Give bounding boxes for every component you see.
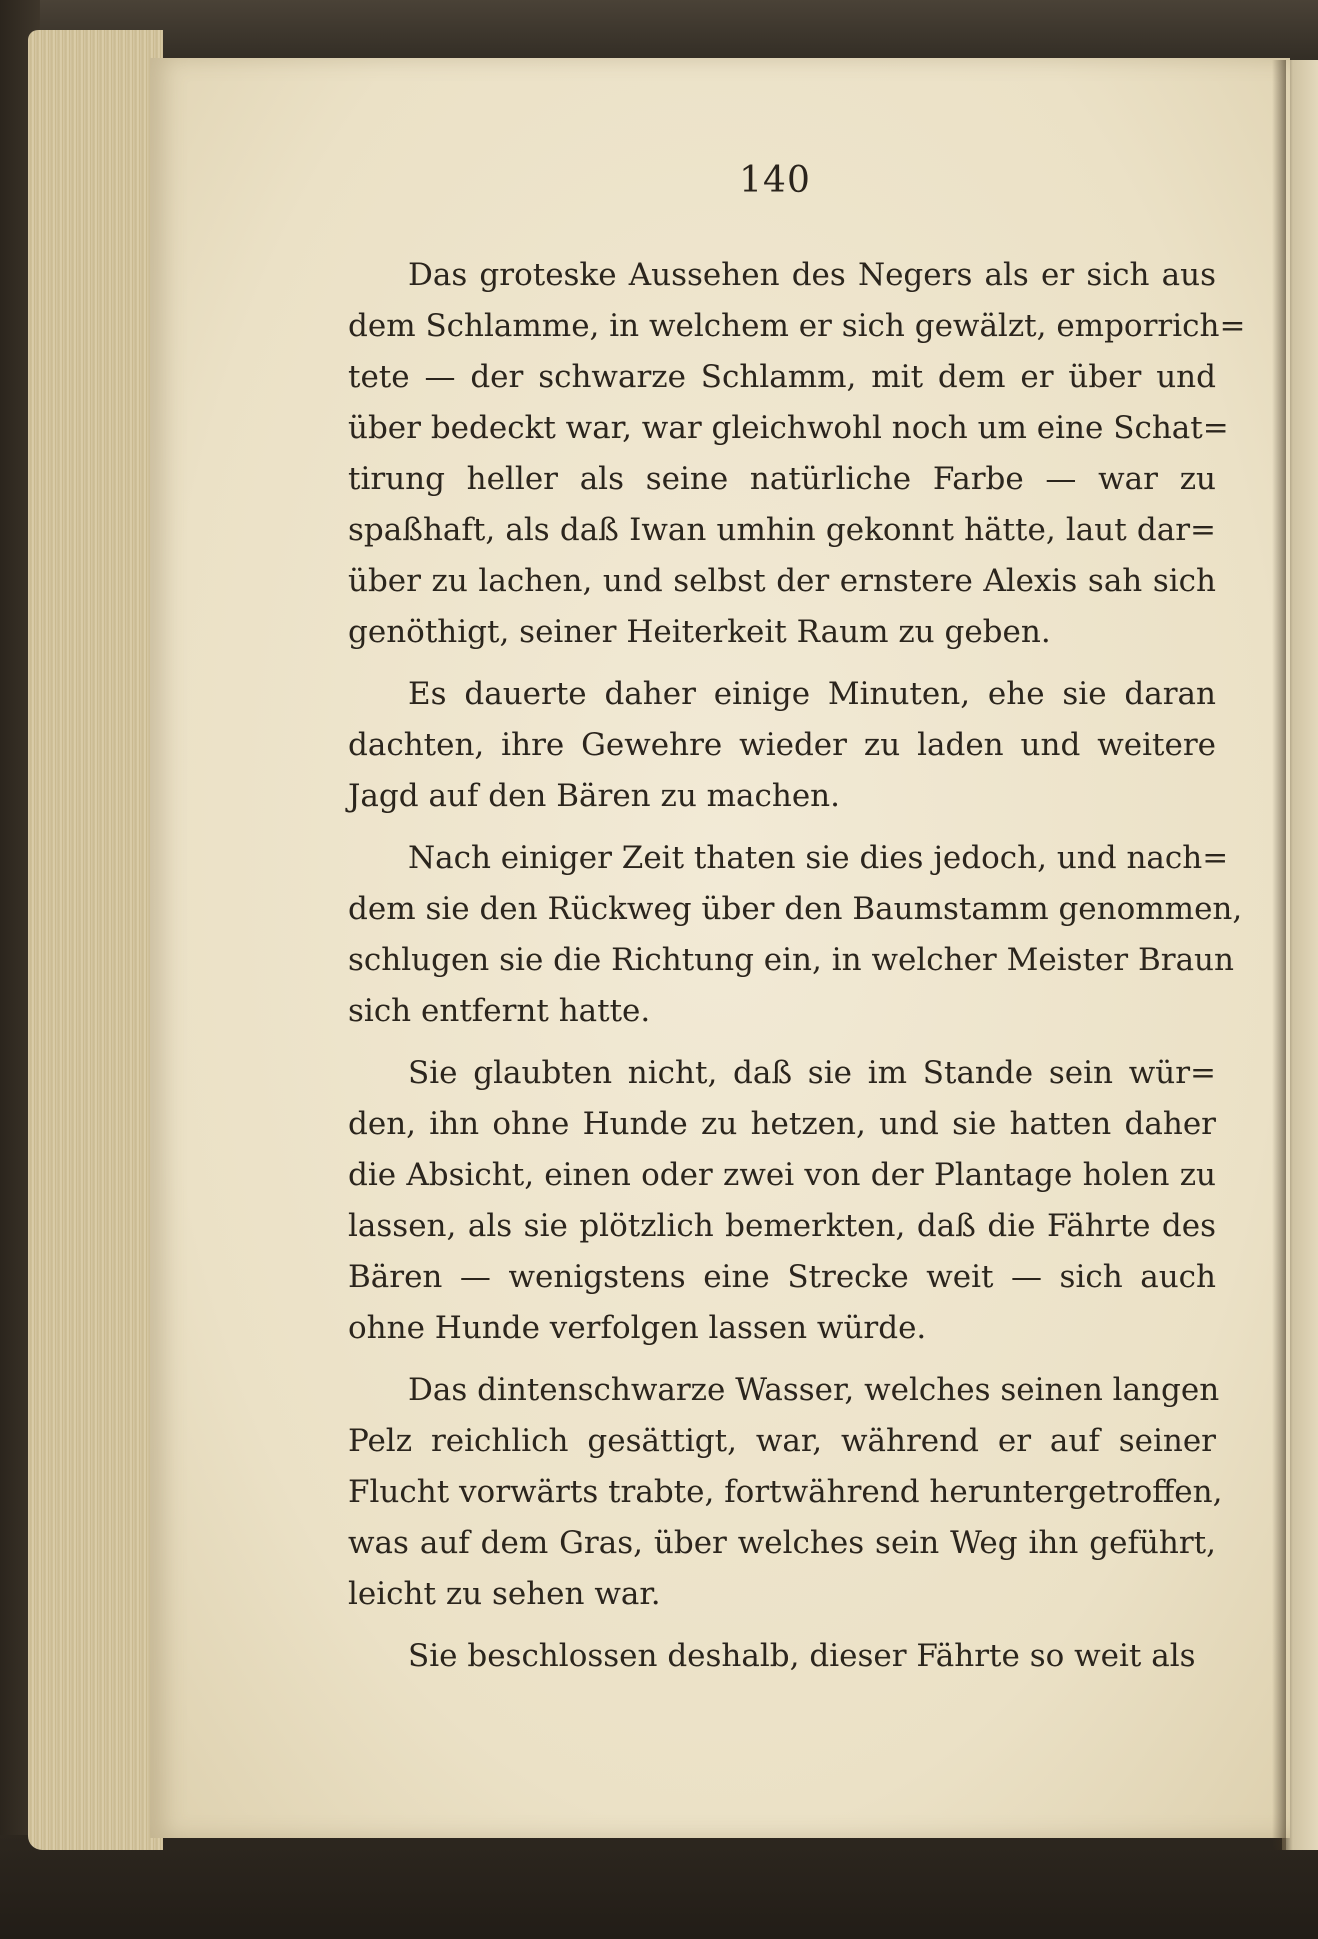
text-line: Es dauerte daher einige Minuten, ehe sie daran <box>408 676 1216 712</box>
text-line: Sie beschlossen deshalb, dieser Fährte so weit als <box>408 1638 1196 1674</box>
text-line: Das groteske Aussehen des Negers als er sich aus <box>408 257 1216 293</box>
text-line: Sie glaubten nicht, daß sie im Stande sein wür= <box>408 1055 1216 1091</box>
text-line: tete — der schwarze Schlamm, mit dem er über und <box>348 359 1216 395</box>
page-number: 140 <box>739 160 811 201</box>
text-line: ohne Hunde verfolgen lassen würde. <box>348 1310 927 1346</box>
text-line: lassen, als sie plötzlich bemerkten, daß die Fährte des <box>348 1208 1216 1244</box>
text-line: die Absicht, einen oder zwei von der Plantage holen zu <box>348 1157 1216 1193</box>
book-cover-bottom <box>0 1835 1318 1939</box>
text-line: sich entfernt hatte. <box>348 993 651 1029</box>
text-line: den, ihn ohne Hunde zu hetzen, und sie hatten daher <box>348 1106 1216 1142</box>
text-line: über zu lachen, und selbst der ernstere Alexis sah sich <box>348 563 1216 599</box>
text-line: tirung heller als seine natürliche Farbe — war zu <box>348 461 1216 497</box>
text-line: Das dintenschwarze Wasser, welches seinen langen <box>408 1372 1220 1408</box>
text-line: genöthigt, seiner Heiterkeit Raum zu geben. <box>348 614 1051 650</box>
text-line: über bedeckt war, war gleichwohl noch um eine Schat= <box>348 410 1229 446</box>
text-line: Jagd auf den Bären zu machen. <box>348 778 841 814</box>
paragraph <box>348 833 1243 1037</box>
text-line: Flucht vorwärts trabte, fortwährend heruntergetroffen, <box>348 1474 1223 1510</box>
page-gutter <box>1272 60 1286 1850</box>
page-edges <box>28 30 163 1850</box>
text-line: was auf dem Gras, über welches sein Weg ihn geführt, <box>348 1525 1216 1561</box>
paragraph <box>348 669 1216 822</box>
text-line: Pelz reichlich gesättigt, war, während er auf seiner <box>348 1423 1216 1459</box>
text-line: schlugen sie die Richtung ein, in welcher Meister Braun <box>348 942 1234 978</box>
paragraph <box>348 1631 1216 1682</box>
page-text <box>348 250 1246 1682</box>
text-line: dem sie den Rückweg über den Baumstamm genommen, <box>348 891 1243 927</box>
text-line: Bären — wenigstens eine Strecke weit — sich auch <box>348 1259 1216 1295</box>
text-line: spaßhaft, als daß Iwan umhin gekonnt hätte, laut dar= <box>348 512 1216 548</box>
text-line: dachten, ihre Gewehre wieder zu laden und weitere <box>348 727 1216 763</box>
paragraph <box>348 250 1246 658</box>
paragraph <box>348 1048 1216 1354</box>
text-line: dem Schlamme, in welchem er sich gewälzt, emporrich= <box>348 308 1246 344</box>
text-line: Nach einiger Zeit thaten sie dies jedoch, und nach= <box>408 840 1229 876</box>
paragraph <box>348 1365 1223 1620</box>
text-line: leicht zu sehen war. <box>348 1576 661 1612</box>
